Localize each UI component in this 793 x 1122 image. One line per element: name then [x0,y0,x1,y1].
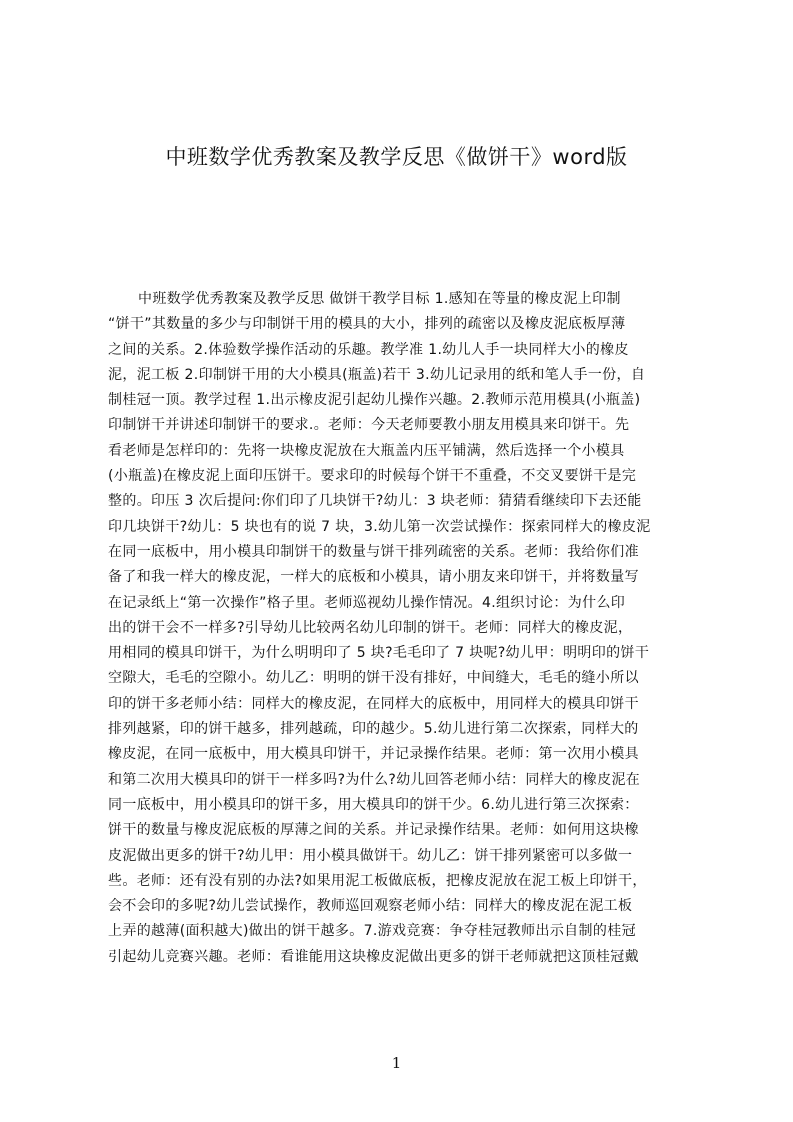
body-line: 在同一底板中，用小模具印制饼干的数量与饼干排列疏密的关系。老师：我给你们准 [108,543,639,560]
body-line: 些。老师：还有没有别的办法?如果用泥工板做底板，把橡皮泥放在泥工板上印饼干， [108,872,647,889]
body-line: 泥，泥工板 2.印制饼干用的大小模具(瓶盖)若干 3.幼儿记录用的纸和笔人手一份，自 [108,366,646,383]
body-line: 饼干的数量与橡皮泥底板的厚薄之间的关系。并记录操作结果。老师：如何用这块橡 [108,822,639,839]
body-line: 在记录纸上“第一次操作”格子里。老师巡视幼儿操作情况。4.组织讨论：为什么印 [108,594,626,611]
body-line: 空隙大，毛毛的空隙小。幼儿乙：明明的饼干没有排好，中间缝大，毛毛的缝小所以 [108,670,639,687]
body-line: 中班数学优秀教案及教学反思 做饼干教学目标 1.感知在等量的橡皮泥上印制 [138,291,621,307]
body-line: 橡皮泥，在同一底板中，用大模具印饼干，并记录操作结果。老师：第一次用小模具 [108,746,639,763]
body-line: 看老师是怎样印的：先将一块橡皮泥放在大瓶盖内压平铺满，然后选择一个小模具 [108,442,625,459]
body-line: 排列越紧，印的饼干越多，排列越疏，印的越少。5.幼儿进行第二次探索，同样大的 [108,721,639,738]
body-line: 会不会印的多呢?幼儿尝试操作，教师巡回观察老师小结：同样大的橡皮泥在泥工板 [108,898,633,915]
body-line: 之间的关系。2.体验数学操作活动的乐趣。教学准 1.幼儿人手一块同样大小的橡皮 [108,341,629,358]
body-line: 同一底板中，用小模具印的饼干多，用大模具印的饼干少。6.幼儿进行第三次探索： [108,796,639,813]
document-title: 中班数学优秀教案及教学反思《做饼干》word版 [165,145,628,169]
body-line: 印制饼干并讲述印制饼干的要求.。老师：今天老师要教小朋友用模具来印饼干。先 [108,417,630,434]
body-line: (小瓶盖)在橡皮泥上面印压饼干。要求印的时候每个饼干不重叠，不交叉要饼干是完 [108,468,637,485]
body-line: 和第二次用大模具印的饼干一样多吗?为什么?幼儿回答老师小结：同样大的橡皮泥在 [108,771,641,788]
body-line: 印的饼干多老师小结：同样大的橡皮泥，在同样大的底板中，用同样大的模具印饼干 [108,695,639,712]
body-line: 出的饼干会不一样多?引导幼儿比较两名幼儿印制的饼干。老师：同样大的橡皮泥， [108,619,633,636]
body-line: 印几块饼干?幼儿：5 块也有的说 7 块，3.幼儿第一次尝试操作：探索同样大的橡皮泥 [108,518,651,535]
body-line: 制桂冠一顶。教学过程 1.出示橡皮泥引起幼儿操作兴趣。2.教师示范用模具(小瓶盖) [108,392,641,409]
body-line: 引起幼儿竞赛兴趣。老师：看谁能用这块橡皮泥做出更多的饼干老师就把这顶桂冠戴 [108,948,639,965]
body-line: 备了和我一样大的橡皮泥，一样大的底板和小模具，请小朋友来印饼干，并将数量写 [108,569,639,586]
body-line: 皮泥做出更多的饼干?幼儿甲：用小模具做饼干。幼儿乙：饼干排列紧密可以多做一 [108,847,633,864]
page-number: 1 [391,1054,402,1072]
body-line: “饼干”其数量的多少与印制饼干用的模具的大小，排列的疏密以及橡皮泥底板厚薄 [108,316,626,333]
body-line: 上弄的越薄(面积越大)做出的饼干越多。7.游戏竞赛：争夺桂冠教师出示自制的桂冠 [108,923,636,940]
body-line: 整的。印压 3 次后提问:你们印了几块饼干?幼儿：3 块老师：猜猜看继续印下去还能 [108,493,642,510]
body-line: 用相同的模具印饼干，为什么明明印了 5 块?毛毛印了 7 块呢?幼儿甲：明明印的饼干 [108,645,650,662]
document-body [108,287,696,1042]
